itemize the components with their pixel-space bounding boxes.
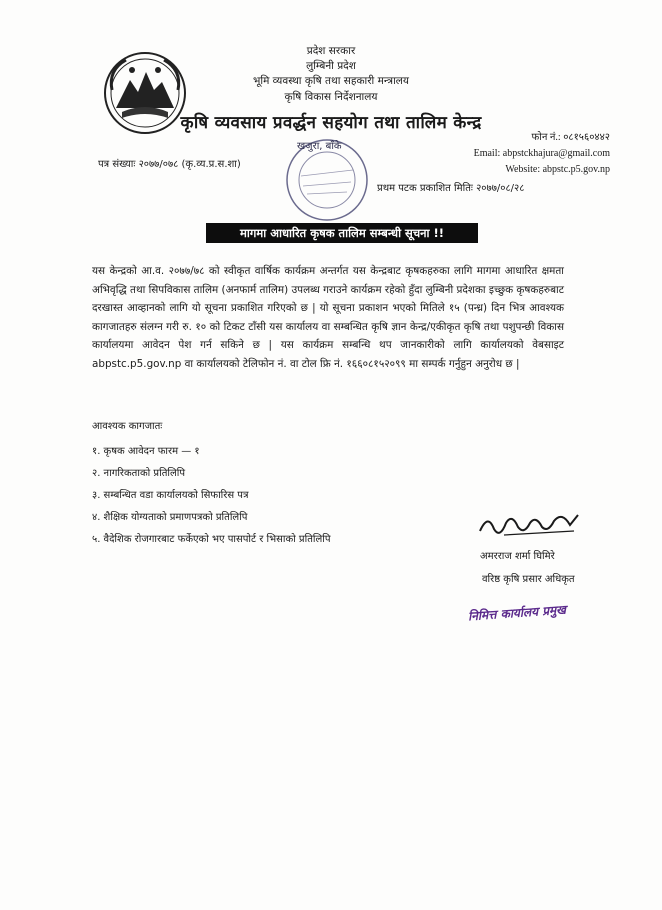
- requirement-item: ४. शैक्षिक योग्यताको प्रमाणपत्रको प्रतिलिपि: [92, 512, 248, 523]
- header-ministry: भूमि व्यवस्था कृषि तथा सहकारी मन्त्रालय: [252, 75, 410, 87]
- contact-phone: फोन नं.: ०८१५६०४४२: [531, 132, 610, 143]
- notice-title: मागमा आधारित कृषक तालिम सम्बन्धी सूचना !!: [206, 223, 478, 243]
- header-government: प्रदेश सरकार: [306, 45, 356, 57]
- published-date: प्रथम पटक प्रकाशित मितिः २०७७/०८/२८: [377, 183, 525, 194]
- notice-body: यस केन्द्रको आ.व. २०७७/७८ को स्वीकृत वार्षिक कार्यक्रम अन्तर्गत यस केन्द्रबाट कृषकहरुका लागि मागमा आधारित क्षमता अभिवृद्धि तथा सिपविकास तालिम (अनफार्म तालिम) उपलब्ध गराउने कार्यक्रम रहेको हुँदा लुम्बिनी प्रदेशका इच्छुक कृषकहरुबाट दरखास्त आव्हानको लागि यो सूचना प्रकाशित गरिएको छ | यो सूचना प्रकाशन भएको मितिले १५ (पन्ध्र) दिन भित्र आवश्यक कागजातहरु संलग्न गरी रु. १० को टिकट टाँसी यस कार्यालय वा सम्बन्धित कृषि ज्ञान केन्द्र/एकीकृत कृषि तथा पशुपन्छी विकास कार्यालयमा आवेदन पेश गर्न सकिने छ | यस कार्यक्रम सम्बन्धि थप जानकारीको लागि कार्यालयको वेबसाइट abpstc.p5.gov.np वा कार्यालयको टेलिफोन नं. वा टोल फ्रि नं. १६६०८१५२०९९ मा सम्पर्क गर्नुहुन अनुरोध छ |: [92, 265, 564, 370]
- signatory-name: अमरराज शर्मा घिमिरे: [480, 551, 555, 562]
- contact-website: Website: abpstc.p5.gov.np: [505, 164, 610, 175]
- header-province: लुम्बिनी प्रदेश: [306, 60, 356, 72]
- requirement-item: २. नागरिकताको प्रतिलिपि: [92, 468, 186, 479]
- signature-icon: [474, 505, 584, 545]
- signatory-title: वरिष्ठ कृषि प्रसार अधिकृत: [482, 574, 575, 585]
- requirement-item: ३. सम्बन्धित वडा कार्यालयको सिफारिस पत्र: [92, 490, 249, 501]
- requirements-title: आवश्यक कागजातः: [92, 421, 163, 432]
- contact-email: Email: abpstckhajura@gmail.com: [473, 148, 610, 159]
- requirement-item: ५. वैदेशिक रोजगारबाट फर्केएको भए पासपोर्ट र भिसाको प्रतिलिपि: [92, 534, 331, 545]
- office-stamp: [283, 136, 371, 224]
- requirement-item: १. कृषक आवेदन फारम — १: [92, 446, 200, 457]
- reference-number: पत्र संख्याः २०७७/०७८ (कृ.व्य.प्र.स.शा): [98, 159, 241, 170]
- signatory-stamp: निमित्त कार्यालय प्रमुख: [467, 602, 567, 624]
- stamp-text: खजुरा, बाँके: [297, 141, 342, 152]
- header-directorate: कृषि विकास निर्देशनालय: [284, 91, 378, 103]
- office-title: कृषि व्यवसाय प्रवर्द्धन सहयोग तथा तालिम केन्द्र: [180, 113, 482, 133]
